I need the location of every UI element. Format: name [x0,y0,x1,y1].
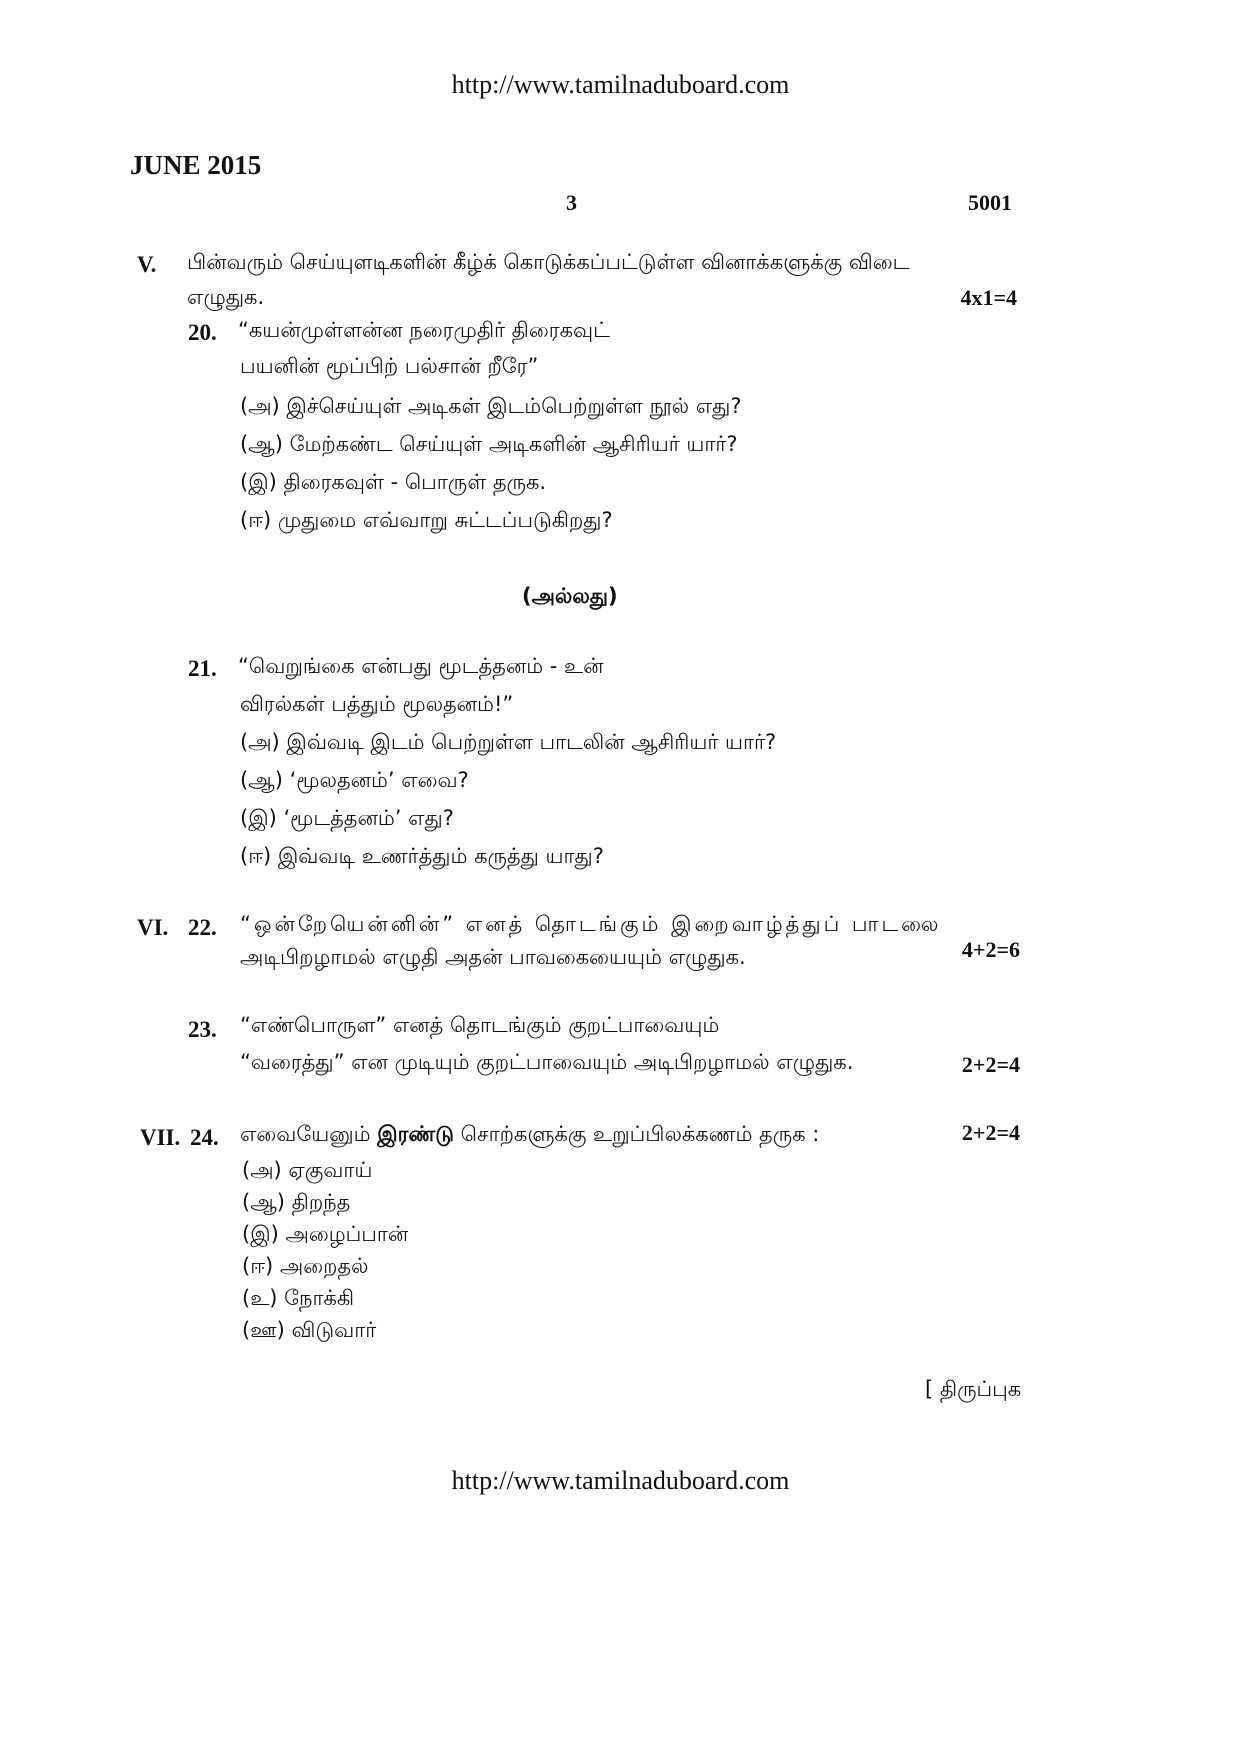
section-vi-numeral: VI. [137,915,169,940]
q24-instruction [240,1122,819,1149]
q24-instruction-pre: எவையேனும் [240,1122,378,1146]
section-v-numeral: V. [137,252,157,277]
q24-instruction-emphasis: இரண்டு [377,1122,454,1146]
q21-subq-a: (அ) இவ்வடி இடம் பெற்றுள்ள பாடலின் ஆசிரியர் யார்? [240,730,777,754]
section-vii-numeral: VII. [140,1125,181,1150]
or-separator: (அல்லது) [522,584,618,608]
q20-number: 20. [188,320,217,345]
section-v-instruction-line2: எழுதுக. [187,285,265,309]
q20-verse-line1: “கயன்முள்ளன்ன நரைமுதிர் திரைகவுட் [238,318,610,342]
q21-number: 21. [188,656,217,681]
q23-line1: “எண்பொருள” எனத் தொடங்கும் குறட்பாவையும் [240,1013,720,1037]
q21-subq-d: (ஈ) இவ்வடி உணர்த்தும் கருத்து யாது? [240,844,604,868]
q20-subq-b: (ஆ) மேற்கண்ட செய்யுள் அடிகளின் ஆசிரியர் யார்? [240,432,738,456]
q22-marks: 4+2=6 [961,937,1020,962]
q23-marks: 2+2=4 [961,1052,1020,1077]
q22-number: 22. [188,915,217,940]
q21-verse-line1: “வெறுங்கை என்பது மூடத்தனம் - உன் [238,654,604,678]
q21-subq-b: (ஆ) ‘மூலதனம்’ எவை? [240,768,469,792]
q24-number: 24. [190,1125,219,1150]
q24-item: (ஆ) திறந்த [242,1190,351,1214]
q21-subq-c: (இ) ‘மூடத்தனம்’ எது? [240,806,454,830]
q24-item: (உ) நோக்கி [242,1286,355,1310]
q20-verse-line2: பயனின் மூப்பிற் பல்சான் றீரே” [240,354,539,378]
q24-item: (ஊ) விடுவார் [242,1318,377,1342]
q20-subq-c: (இ) திரைகவுள் - பொருள் தருக. [240,470,547,494]
section-v-marks: 4x1=4 [960,285,1017,310]
q20-subq-d: (ஈ) முதுமை எவ்வாறு சுட்டப்படுகிறது? [240,508,613,532]
q24-item: (அ) ஏகுவாய் [242,1158,373,1182]
footer-url: http://www.tamilnaduboard.com [451,1466,790,1495]
q20-subq-a: (அ) இச்செய்யுள் அடிகள் இடம்பெற்றுள்ள நூல் எது? [240,394,742,418]
paper-code: 5001 [968,190,1012,215]
q22-line2: அடிபிறழாமல் எழுதி அதன் பாவகையையும் எழுதுக. [240,945,746,969]
q23-number: 23. [188,1017,217,1042]
q24-marks: 2+2=4 [961,1120,1020,1145]
q23-line2: “வரைத்து” என முடியும் குறட்பாவையும் அடிபிறழாமல் எழுதுக. [240,1050,854,1074]
q24-instruction-post: சொற்களுக்கு உறுப்பிலக்கணம் தருக : [453,1122,820,1146]
header-url: http://www.tamilnaduboard.com [451,70,790,99]
exam-date: JUNE 2015 [130,150,262,180]
q22-line1: “ஒன்றேயென்னின்” எனத் தொடங்கும் இறைவாழ்த்துப் பாடலை [240,912,942,936]
turn-over-note: [ திருப்புக [925,1377,1022,1401]
page-number: 3 [566,190,577,215]
q24-item: (ஈ) அறைதல் [242,1254,369,1278]
q21-verse-line2: விரல்கள் பத்தும் மூலதனம்!” [240,692,514,716]
section-v-instruction-line1: பின்வரும் செய்யுளடிகளின் கீழ்க் கொடுக்கப்பட்டுள்ள வினாக்களுக்கு விடை [187,250,910,274]
q24-item: (இ) அழைப்பான் [242,1222,409,1246]
